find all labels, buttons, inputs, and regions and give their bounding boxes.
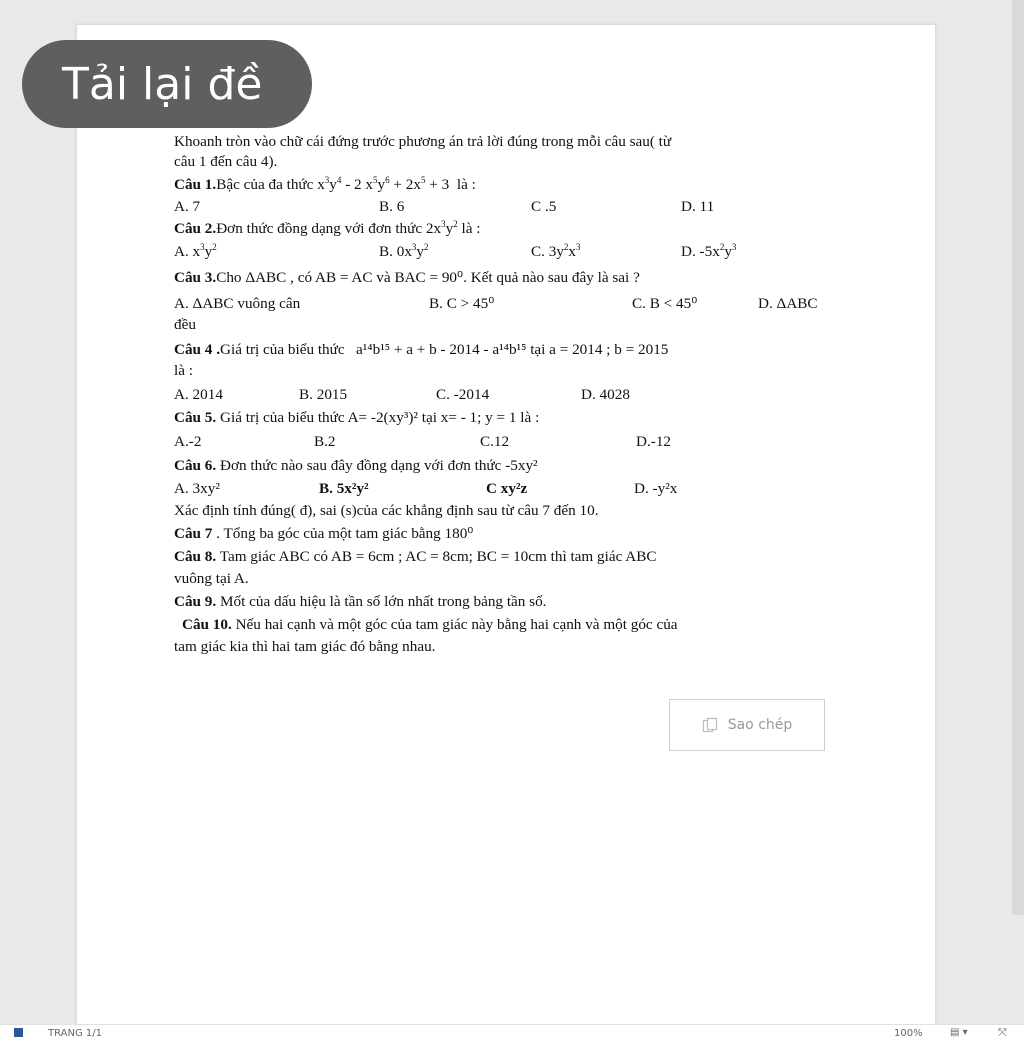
- question-6-text: Đơn thức nào sau đây đồng dạng với đơn thức -5xy²: [220, 457, 538, 474]
- view-layout-icon[interactable]: ▤ ▾: [950, 1027, 968, 1038]
- copy-button[interactable]: [669, 699, 825, 751]
- q6-option-d: D. -y²x: [634, 480, 678, 497]
- q3-option-b: B. C > 45⁰: [429, 295, 495, 312]
- page-indicator: TRANG 1/1: [48, 1028, 102, 1039]
- q2-option-a: A. $x^3y^2$: [174, 242, 217, 260]
- reload-exam-button[interactable]: [22, 40, 312, 128]
- q1-option-a: A. 7: [174, 198, 201, 215]
- question-7-text: . Tổng ba góc của một tam giác bằng 180⁰: [216, 525, 474, 542]
- reload-exam-label: Tải lại đề: [62, 58, 263, 110]
- q3-option-d: D. ΔABC: [758, 295, 818, 312]
- question-8: [174, 549, 657, 564]
- q6-option-a: A. 3xy²: [174, 480, 220, 497]
- question-2: Câu 2.Đơn thức đồng dạng với đơn thức $2x^3y^2$ là :: [174, 219, 481, 237]
- fit-page-icon[interactable]: ⤧: [998, 1026, 1007, 1039]
- question-4-label: Câu 4 .: [174, 341, 220, 358]
- question-2-label: Câu 2.: [174, 220, 217, 237]
- page-icon: [14, 1028, 23, 1037]
- question-10: [182, 617, 678, 632]
- question-9: [174, 594, 546, 609]
- q4-option-c: C. -2014: [436, 386, 490, 403]
- question-1: Câu 1.Bậc của đa thức $x^3y^4 - 2$ $x^5y^6 + 2x^5 + 3$ là :: [174, 175, 476, 193]
- question-10-text: Nếu hai cạnh và một góc của tam giác này bằng hai cạnh và một góc của: [235, 616, 678, 633]
- question-2-text: Đơn thức đồng dạng với đơn thức 2x: [216, 220, 442, 237]
- intro-line-2: câu 1 đến câu 4).: [174, 153, 278, 170]
- question-10-label: Câu 10.: [182, 616, 232, 633]
- scrollbar-track[interactable]: [1012, 0, 1024, 915]
- zoom-level[interactable]: 100%: [894, 1028, 923, 1039]
- question-4-expr: a¹⁴b¹⁵ + a + b - 2014 - a¹⁴b¹⁵ tại a = 2014 ; b = 2015: [356, 341, 669, 358]
- q8-wrap: vuông tại A.: [174, 570, 249, 587]
- question-3-label: Câu 3.: [174, 269, 217, 286]
- q1-option-d: D. 11: [681, 198, 715, 215]
- intro-line-1: Khoanh tròn vào chữ cái đứng trước phương án trả lời đúng trong mỗi câu sau( từ: [174, 133, 672, 150]
- q4-option-a: A. 2014: [174, 386, 223, 403]
- question-3-text: Cho ΔABC , có AB = AC và BAC = 90⁰. Kết quả nào sau đây là sai ?: [216, 269, 640, 286]
- question-2-suffix: là :: [461, 220, 481, 237]
- question-6: [174, 458, 538, 473]
- copy-button-label: Sao chép: [727, 717, 793, 733]
- question-6-label: Câu 6.: [174, 457, 217, 474]
- q2-option-c: C. $3y^2x^3$: [531, 242, 581, 260]
- question-5-text: Giá trị của biểu thức A= -2(xy³)² tại x= - 1; y = 1 là :: [220, 409, 540, 426]
- status-bar: [0, 1024, 1024, 1041]
- q3-wrap: đều: [174, 316, 196, 333]
- q4-wrap: là :: [174, 362, 193, 379]
- question-1-suffix: là :: [456, 176, 476, 193]
- question-9-text: Mốt của dấu hiệu là tần số lớn nhất trong bảng tần số.: [220, 593, 547, 610]
- question-4: [174, 342, 668, 357]
- question-4-text: Giá trị của biểu thức: [220, 341, 345, 358]
- question-8-text: Tam giác ABC có AB = 6cm ; AC = 8cm; BC = 10cm thì tam giác ABC: [219, 548, 657, 565]
- q1-option-c: C .5: [531, 198, 557, 215]
- q4-option-d: D. 4028: [581, 386, 630, 403]
- true-false-intro: Xác định tính đúng( đ), sai (s)của các khẳng định sau từ câu 7 đến 10.: [174, 502, 599, 519]
- q1-option-b: B. 6: [379, 198, 405, 215]
- question-5: [174, 410, 539, 425]
- question-9-label: Câu 9.: [174, 593, 217, 610]
- q5-option-a: A.-2: [174, 433, 202, 450]
- copy-icon: [702, 717, 718, 733]
- q10-wrap: tam giác kia thì hai tam giác đó bằng nhau.: [174, 638, 436, 655]
- question-1-label: Câu 1.: [174, 176, 217, 193]
- q5-option-c: C.12: [480, 433, 510, 450]
- question-3: [174, 270, 640, 285]
- q3-option-a: A. ΔABC vuông cân: [174, 295, 301, 312]
- q6-option-b: B. 5x²y²: [319, 480, 369, 497]
- question-5-label: Câu 5.: [174, 409, 217, 426]
- q4-option-b: B. 2015: [299, 386, 348, 403]
- question-1-text: Bậc của đa thức x: [216, 176, 325, 193]
- question-7: [174, 526, 473, 541]
- question-7-label: Câu 7: [174, 525, 213, 542]
- question-8-label: Câu 8.: [174, 548, 217, 565]
- q6-option-c: C xy²z: [486, 480, 528, 497]
- q2-option-b: B. $0x^3y^2$: [379, 242, 429, 260]
- q3-option-c: C. B < 45⁰: [632, 295, 698, 312]
- q5-option-d: D.-12: [636, 433, 672, 450]
- q5-option-b: B.2: [314, 433, 336, 450]
- q2-option-d: D. $-5x^2y^3$: [681, 242, 737, 260]
